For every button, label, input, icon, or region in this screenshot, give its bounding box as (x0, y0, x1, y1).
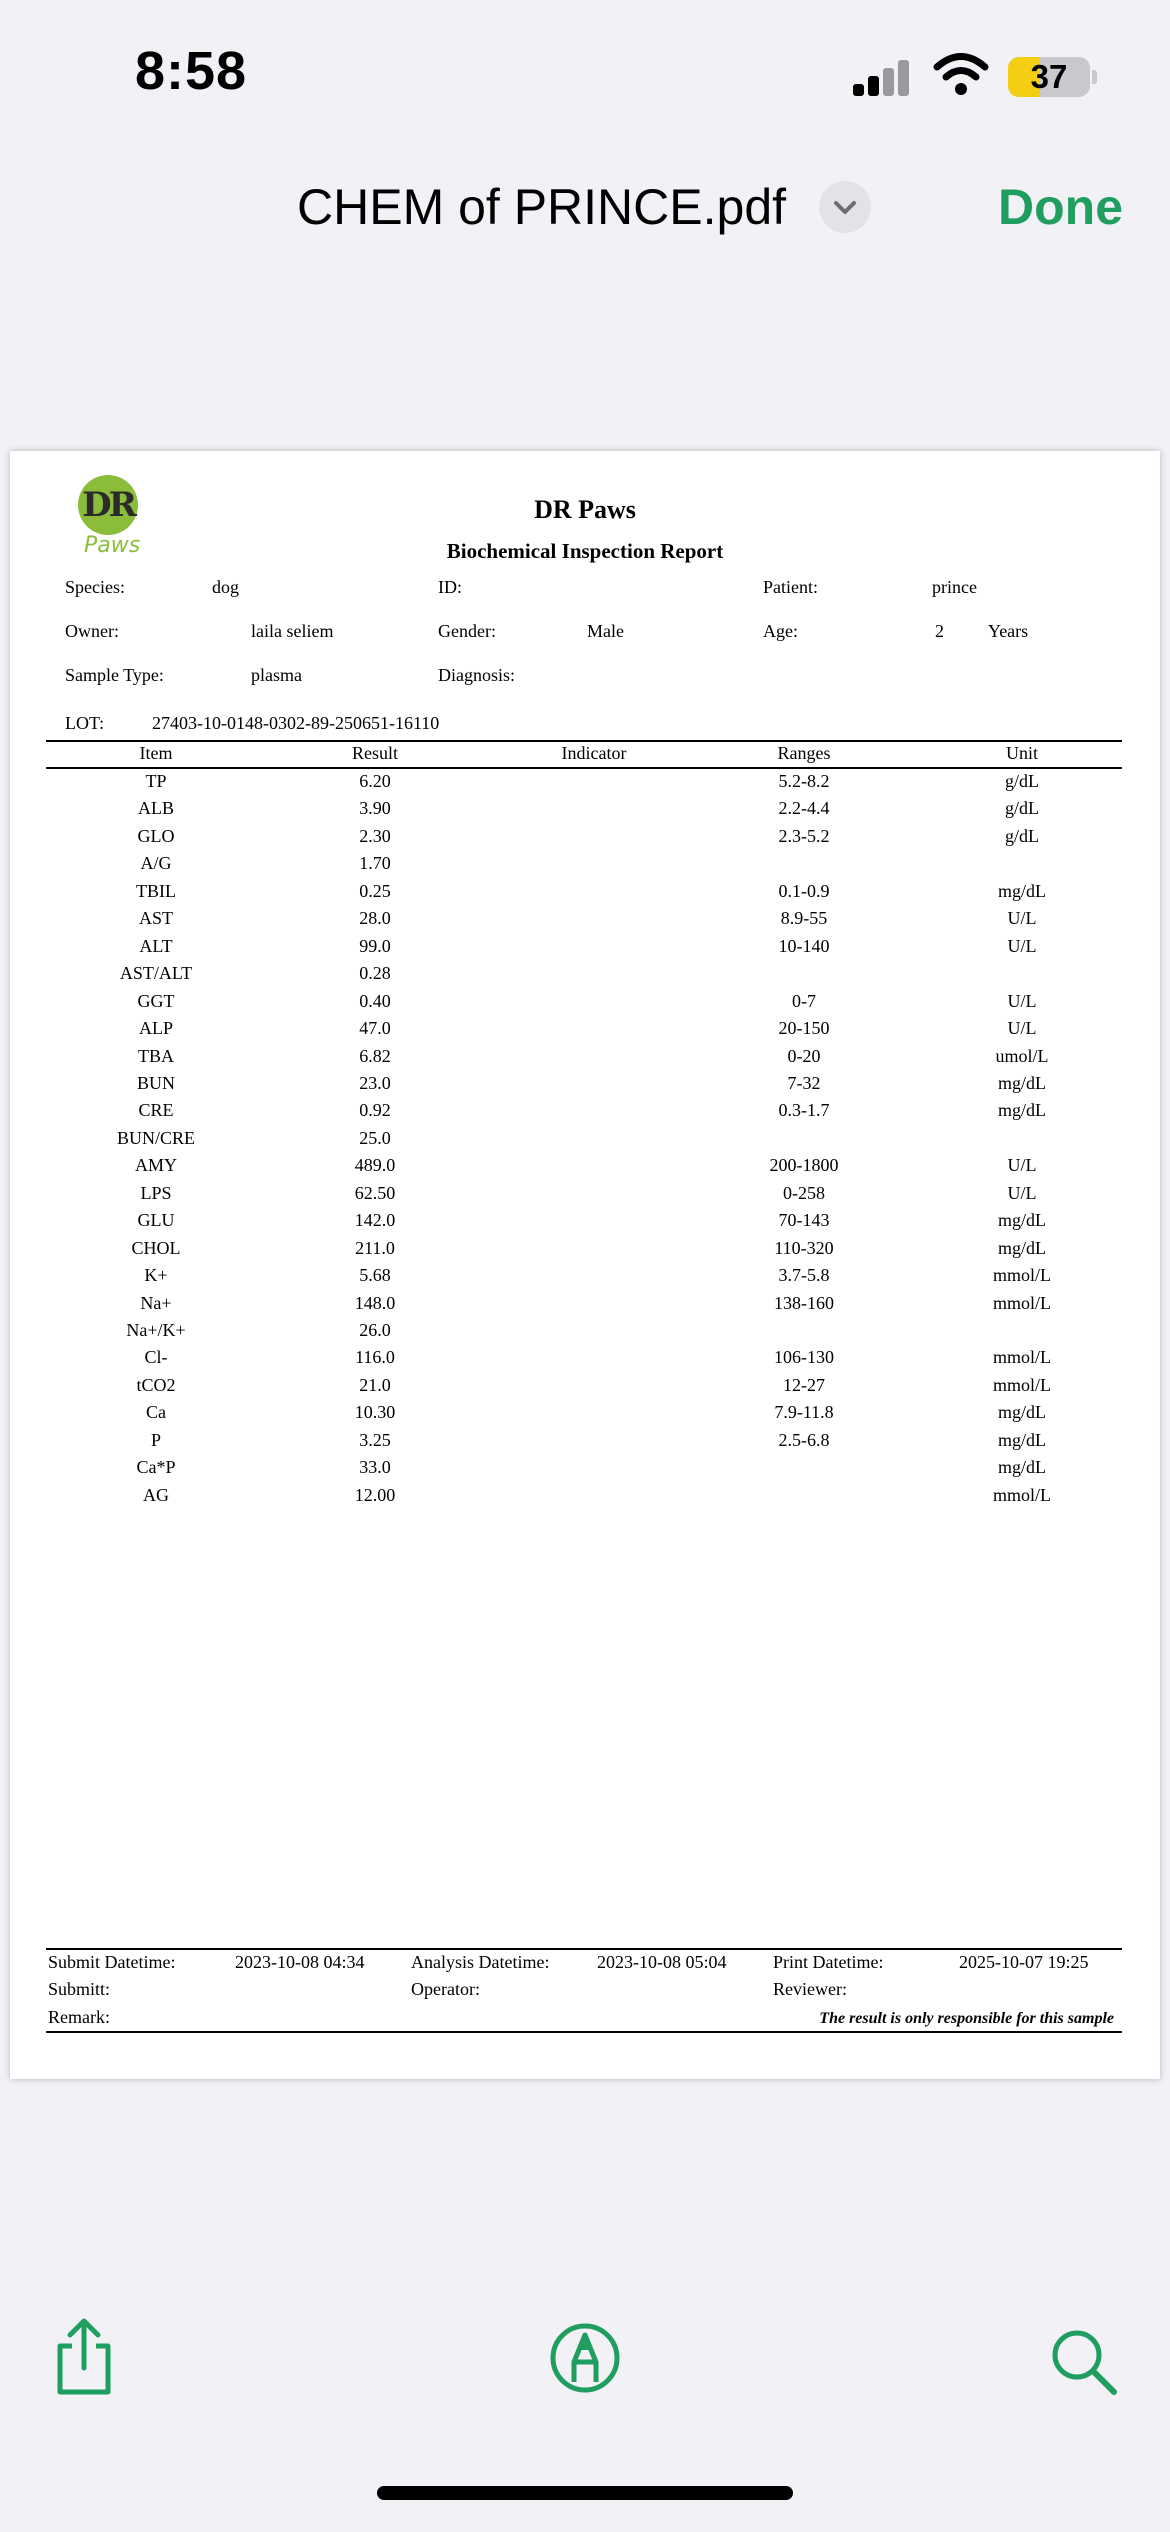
cell-result: 21.0 (359, 1374, 391, 1395)
cell-unit: mg/dL (998, 1072, 1046, 1093)
cell-range: 138-160 (774, 1292, 834, 1313)
cell-result: 33.0 (359, 1457, 391, 1478)
cell-unit: U/L (1007, 990, 1037, 1011)
cell-unit: U/L (1007, 935, 1037, 956)
cell-unit: U/L (1007, 1155, 1037, 1176)
table-top-rule (46, 740, 1122, 742)
footer-bottom-rule (46, 2031, 1122, 2033)
sample-type-label: Sample Type: (65, 665, 164, 685)
cell-unit: mg/dL (998, 1237, 1046, 1258)
gender-value: Male (587, 621, 624, 641)
analysis-datetime-label: Analysis Datetime: (411, 1952, 550, 1972)
markup-icon[interactable] (549, 2322, 621, 2394)
cell-result: 0.25 (359, 880, 391, 901)
cell-result: 211.0 (355, 1237, 395, 1258)
age-unit: Years (988, 621, 1029, 641)
submitt-label: Submitt: (48, 1979, 111, 1999)
remark-label: Remark: (48, 2007, 110, 2027)
cell-result: 28.0 (359, 908, 391, 929)
cell-range: 0-20 (787, 1045, 821, 1066)
cell-item: BUN (136, 1072, 175, 1093)
cell-unit: g/dL (1005, 771, 1039, 791)
cell-result: 3.25 (359, 1429, 391, 1450)
cell-result: 6.20 (359, 771, 391, 791)
cell-result: 25.0 (359, 1127, 391, 1148)
cell-range: 5.2-8.2 (778, 771, 830, 791)
cell-item: TBA (138, 1045, 174, 1066)
cell-result: 12.00 (354, 1484, 396, 1505)
cell-unit: mg/dL (998, 1457, 1046, 1478)
cell-item: BUN/CRE (116, 1127, 195, 1148)
cell-range: 12-27 (783, 1374, 825, 1395)
cell-result: 6.82 (359, 1045, 391, 1066)
cell-item: CRE (138, 1100, 174, 1121)
cell-item: ALT (139, 935, 173, 956)
cell-item: Na+ (140, 1292, 172, 1313)
cell-range: 70-143 (778, 1210, 830, 1231)
cell-unit: mmol/L (993, 1347, 1051, 1368)
battery-tip (1092, 70, 1097, 84)
footer-top-rule (46, 1948, 1122, 1950)
home-indicator[interactable] (377, 2486, 793, 2500)
cell-result: 1.70 (359, 853, 391, 874)
cell-result: 148.0 (354, 1292, 396, 1313)
cellular-signal-icon (853, 58, 911, 96)
col-header-ranges: Ranges (777, 743, 831, 763)
cell-range: 0.1-0.9 (778, 880, 830, 901)
cell-result: 116.0 (355, 1347, 395, 1368)
cell-unit: umol/L (995, 1045, 1049, 1066)
lot-label: LOT: (65, 713, 105, 733)
patient-label: Patient: (763, 577, 818, 597)
cell-result: 99.0 (359, 935, 391, 956)
reviewer-label: Reviewer: (773, 1979, 847, 1999)
cell-item: AST/ALT (119, 963, 193, 984)
patient-value: prince (932, 577, 977, 597)
operator-label: Operator: (411, 1979, 480, 1999)
cell-item: AST (138, 908, 173, 929)
print-datetime-label: Print Datetime: (773, 1952, 884, 1972)
cell-result: 47.0 (359, 1018, 391, 1039)
disclaimer-note: The result is only responsible for this sample (819, 2010, 1114, 2027)
diagnosis-label: Diagnosis: (438, 665, 516, 685)
cell-item: GLO (137, 825, 175, 846)
cell-unit: U/L (1007, 1018, 1037, 1039)
cell-unit: g/dL (1005, 798, 1039, 819)
cell-unit: mg/dL (998, 1402, 1046, 1423)
age-label: Age: (763, 621, 798, 641)
cell-item: AMY (134, 1155, 177, 1176)
col-header-unit: Unit (1005, 743, 1038, 763)
cell-result: 10.30 (354, 1402, 396, 1423)
battery-level: 37 (1030, 58, 1068, 95)
owner-label: Owner: (65, 621, 119, 641)
cell-unit: mmol/L (993, 1292, 1051, 1313)
cell-result: 62.50 (354, 1182, 396, 1203)
cell-item: GGT (137, 990, 175, 1011)
search-icon[interactable] (1048, 2326, 1120, 2398)
cell-range: 106-130 (774, 1347, 834, 1368)
species-label: Species: (65, 577, 125, 597)
cell-result: 23.0 (359, 1072, 391, 1093)
cell-item: LPS (140, 1182, 172, 1203)
cell-range: 8.9-55 (780, 908, 828, 929)
cell-item: A/G (140, 853, 172, 874)
lot-value: 27403-10-0148-0302-89-250651-16110 (152, 713, 440, 733)
gender-label: Gender: (438, 621, 496, 641)
cell-unit: mmol/L (993, 1484, 1051, 1505)
document-title[interactable]: CHEM of PRINCE.pdf (297, 179, 787, 235)
cell-range: 7.9-11.8 (774, 1402, 834, 1423)
cell-result: 0.40 (359, 990, 391, 1011)
cell-unit: g/dL (1005, 825, 1039, 846)
cell-item: TP (145, 771, 167, 791)
cell-item: Ca*P (136, 1457, 176, 1478)
cell-item: K+ (144, 1265, 168, 1286)
analysis-datetime-value: 2023-10-08 05:04 (597, 1952, 727, 1972)
col-header-result: Result (351, 743, 398, 763)
owner-value: laila seliem (251, 621, 334, 641)
cell-result: 5.68 (359, 1265, 391, 1286)
cell-unit: mmol/L (993, 1374, 1051, 1395)
cell-range: 2.3-5.2 (778, 825, 830, 846)
cell-item: Na+/K+ (126, 1320, 186, 1340)
cell-item: AG (143, 1484, 169, 1505)
done-button[interactable]: Done (998, 179, 1123, 235)
sample-type-value: plasma (251, 665, 302, 685)
cell-item: ALP (138, 1018, 173, 1039)
cell-result: 26.0 (359, 1320, 391, 1340)
cell-unit: mg/dL (998, 1210, 1046, 1231)
table-header-rule (46, 767, 1122, 769)
clinic-name: DR Paws (534, 495, 636, 524)
wifi-icon (933, 52, 989, 96)
status-time: 8:58 (135, 41, 248, 101)
cell-item: ALB (138, 798, 174, 819)
cell-range: 2.5-6.8 (778, 1429, 830, 1450)
cell-unit: U/L (1007, 908, 1037, 929)
species-value: dog (212, 577, 239, 597)
logo-subtext: Paws (84, 533, 141, 558)
cell-result: 0.28 (359, 963, 391, 984)
pdf-page[interactable] (10, 451, 1160, 2079)
cell-range: 200-1800 (769, 1155, 839, 1176)
cell-unit: mmol/L (993, 1265, 1051, 1286)
cell-range: 20-150 (778, 1018, 830, 1039)
cell-result: 142.0 (354, 1210, 396, 1231)
cell-result: 0.92 (359, 1100, 391, 1121)
cell-item: GLU (137, 1210, 175, 1231)
cell-range: 7-32 (787, 1072, 821, 1093)
cell-item: TBIL (136, 880, 176, 901)
cell-range: 10-140 (778, 935, 830, 956)
logo-text: DR (82, 485, 134, 525)
battery-icon (1008, 57, 1090, 97)
cell-result: 3.90 (359, 798, 391, 819)
cell-range: 3.7-5.8 (778, 1265, 830, 1286)
cell-item: tCO2 (136, 1374, 176, 1395)
title-menu-button[interactable] (819, 181, 871, 233)
col-header-indicator: Indicator (561, 743, 627, 763)
id-label: ID: (438, 577, 462, 597)
cell-unit: mg/dL (998, 1100, 1046, 1121)
cell-unit: mg/dL (998, 1429, 1046, 1450)
cell-result: 489.0 (354, 1155, 396, 1176)
print-datetime-value: 2025-10-07 19:25 (959, 1952, 1089, 1972)
cell-item: Cl- (144, 1347, 168, 1368)
cell-result: 2.30 (359, 825, 391, 846)
cell-range: 110-320 (774, 1237, 834, 1258)
cell-range: 2.2-4.4 (778, 798, 830, 819)
age-value: 2 (935, 621, 944, 641)
submit-datetime-label: Submit Datetime: (48, 1952, 176, 1972)
share-icon[interactable] (48, 2316, 120, 2396)
chevron-down-icon (819, 181, 871, 233)
cell-item: P (150, 1429, 161, 1450)
cell-unit: U/L (1007, 1182, 1037, 1203)
cell-item: CHOL (131, 1237, 181, 1258)
report-title: Biochemical Inspection Report (446, 539, 724, 563)
cell-item: Ca (146, 1402, 166, 1423)
cell-range: 0.3-1.7 (778, 1100, 830, 1121)
cell-range: 0-7 (792, 990, 816, 1011)
cell-unit: mg/dL (998, 880, 1046, 901)
col-header-item: Item (139, 743, 173, 763)
cell-range: 0-258 (783, 1182, 825, 1203)
submit-datetime-value: 2023-10-08 04:34 (235, 1952, 365, 1972)
